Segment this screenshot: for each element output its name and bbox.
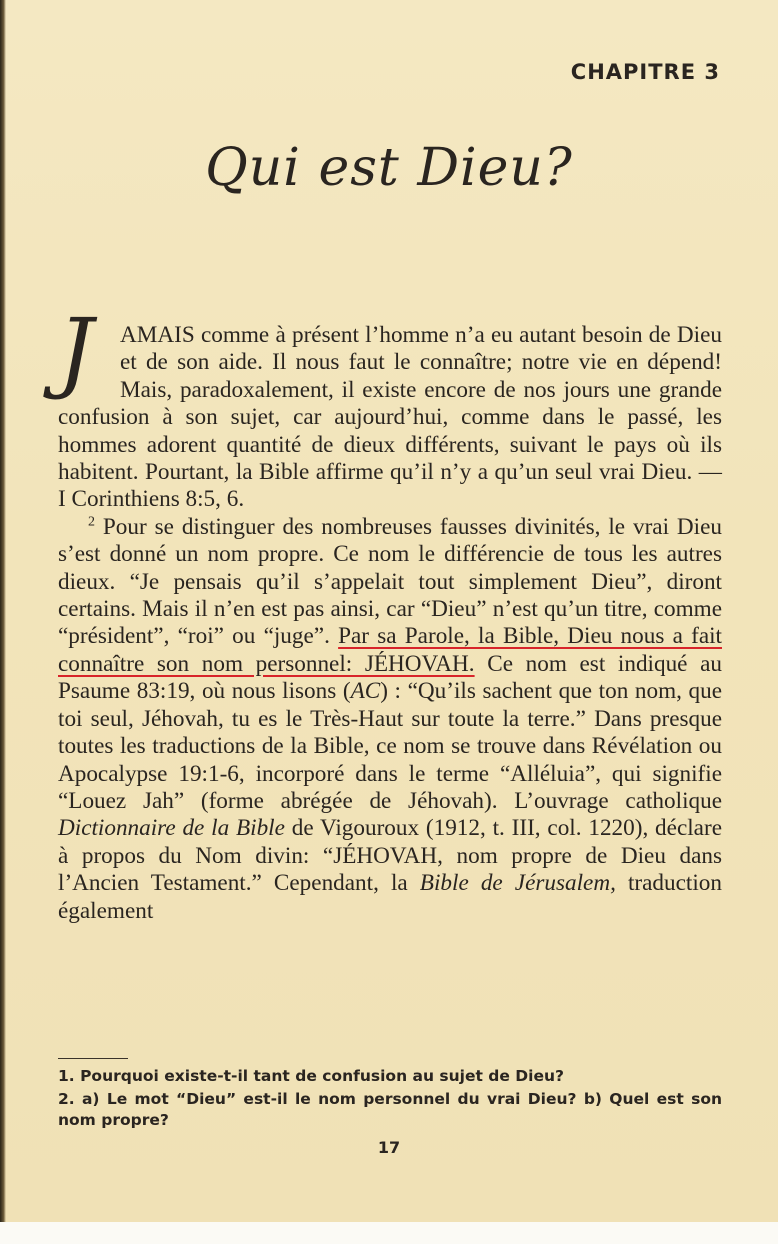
drop-cap: J (58, 299, 94, 402)
bible-jerusalem-title: Bible de Jérusalem, (419, 870, 616, 897)
dictionary-title: Dictionnaire de la Bible (58, 815, 285, 842)
paragraph-2-part2: Ce nom est indiqué au Psaume 83:19, où nous lisons ( (58, 650, 722, 705)
paragraph-2-part3: ) : “Qu’ils sachent que ton nom, que toi seul, Jéhovah, tu es le Très-Haut sur toute la terre.” Dans presque toutes les traductions de la Bible, ce nom se trouve dans Révélation ou Apocalypse 19:1-6, incorporé dans le terme “Alléluia”, qui signifie “Louez Jah” (forme abrégée de Jéhovah). L’ouvrage catholique (58, 678, 722, 814)
paragraph-number: 2 (88, 514, 95, 530)
scan-margin (0, 1222, 778, 1244)
ac-abbreviation: AC (350, 678, 381, 705)
chapter-title: Qui est Dieu? (205, 138, 573, 198)
footnote-divider (58, 1058, 128, 1059)
page-number: 17 (377, 1138, 401, 1157)
chapter-label: CHAPITRE 3 (570, 60, 720, 84)
paragraph-2-part5: traduction également (58, 870, 722, 924)
paragraph-2 (58, 514, 722, 925)
body-text (58, 299, 722, 925)
paragraph-1 (58, 299, 722, 514)
question-2: 2. a) Le mot “Dieu” est-il le nom personnel du vrai Dieu? b) Quel est son nom propre? (58, 1090, 722, 1129)
paragraph-1-text: AMAIS comme à présent l’homme n’a eu autant besoin de Dieu et de son aide. Il nous faut le connaître; notre vie en dépend! Mais, paradoxalement, il existe encore de nos jours une grande confusion à son sujet, car aujourd’hui, comme dans le passé, les hommes adorent quantité de dieux différents, suivant le pays où ils habitent. Pourtant, la Bible affirme qu’il n’y a qu’un seul vrai Dieu. — I Corinthiens 8:5, 6. (58, 322, 722, 513)
paragraph-2-part4: de Vigouroux (1912, t. III, col. 1220), déclare à propos du Nom divin: “JÉHOVAH, nom propre de Dieu dans l’Ancien Testament.” Cependant, la (58, 815, 722, 897)
study-questions (58, 1066, 722, 1133)
question-1: 1. Pourquoi existe-t-il tant de confusion au sujet de Dieu? (58, 1067, 564, 1085)
paragraph-2-part1: Pour se distinguer des nombreuses fausses divinités, le vrai Dieu s’est donné un nom propre. Ce nom le différencie de tous les autres dieux. “Je pensais qu’il s’appelait tout simplement Dieu”, diront certains. Mais il n’en est pas ainsi, car “Dieu” n’est qu’un titre, comme “président”, “roi” ou “juge”. (58, 513, 722, 650)
highlighted-passage: Par sa Parole, la Bible, Dieu nous a fait connaître son nom personnel: JÉHOVAH. (58, 623, 722, 677)
